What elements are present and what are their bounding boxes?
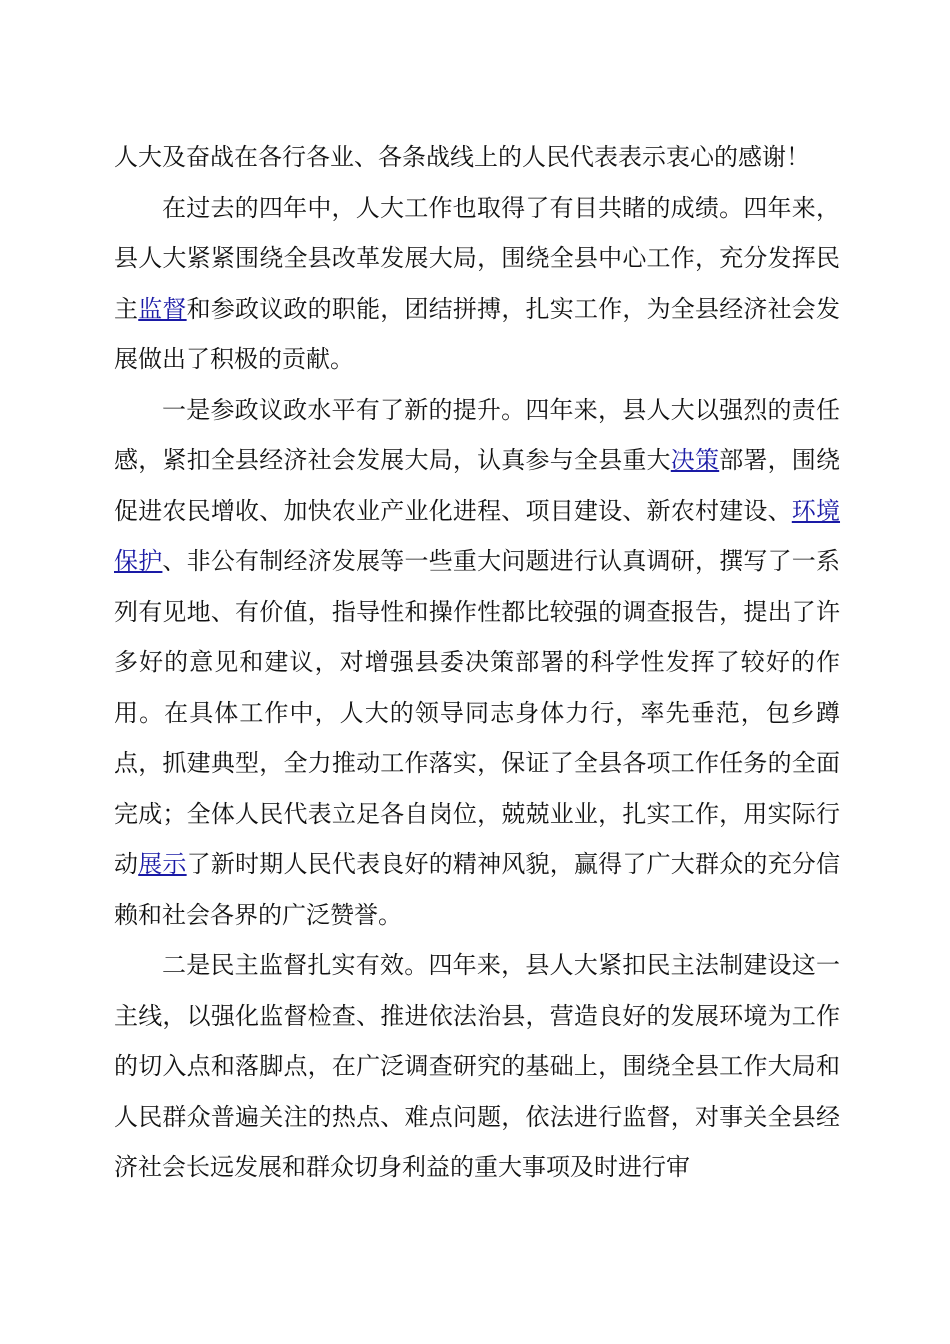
- text-segment: 部署，围绕促进农民增收、加快农业产业化进程、项目建设、新农村建设、: [114, 446, 841, 525]
- text-segment: 、非公有制经济发展等一些重大问题进行认真调研，撰写了一系列有见地、有价值，指导性和操作性都比较强的调查报告，提出了许多好的意见和建议，对增强县委决策部署的科学性发挥了较好的作用。在具体工作中，人大的领导同志身体力行，率先垂范，包乡蹲点，抓建典型，全力推动工作落实，保证了全县各项工作任务的全面完成；全体人民代表立足各自岗位，兢兢业业，扎实工作，用实际行动: [114, 547, 841, 878]
- text-segment: 一是参政议政水平有了新的提升。四年来，县人大以强烈的责任感，紧扣全县经济社会发展大局，认真参与全县重大: [114, 395, 840, 474]
- text-segment: 和参政议政的职能，团结拼搏，扎实工作，为全县经济社会发展做出了积极的贡献。: [114, 294, 841, 373]
- link-environmental-protection[interactable]: 环境保护: [114, 496, 841, 575]
- text-segment: 在过去的四年中，人大工作也取得了有目共睹的成绩。四年来，县人大紧紧围绕全县改革发展大局，围绕全县中心工作，充分发挥民主: [114, 193, 840, 323]
- text-segment: 了新时期人民代表良好的精神风貌，赢得了广大群众的充分信赖和社会各界的广泛赞誉。: [114, 850, 841, 929]
- link-decision[interactable]: 决策: [670, 446, 720, 474]
- text-segment: 人大及奋战在各行各业、各条战线上的人民代表表示衷心的感谢！: [114, 143, 810, 171]
- text-segment: 二是民主监督扎实有效。四年来，县人大紧扣民主法制建设这一主线，以强化监督检查、推进依法治县，营造良好的发展环境为工作的切入点和落脚点，在广泛调查研究的基础上，围绕全县工作大局和人民群众普遍关注的热点、难点问题，依法进行监督，对事关全县经济社会长远发展和群众切身利益的重大事项及时进行审: [114, 951, 840, 1181]
- paragraph-continuation: [114, 132, 840, 183]
- link-supervision[interactable]: 监督: [138, 294, 187, 323]
- paragraph-point-one: [114, 385, 840, 941]
- paragraph-point-two: [114, 940, 840, 1193]
- document-page: [114, 132, 840, 1193]
- paragraph-achievements-intro: [114, 183, 840, 385]
- link-showcase[interactable]: 展示: [138, 850, 187, 878]
